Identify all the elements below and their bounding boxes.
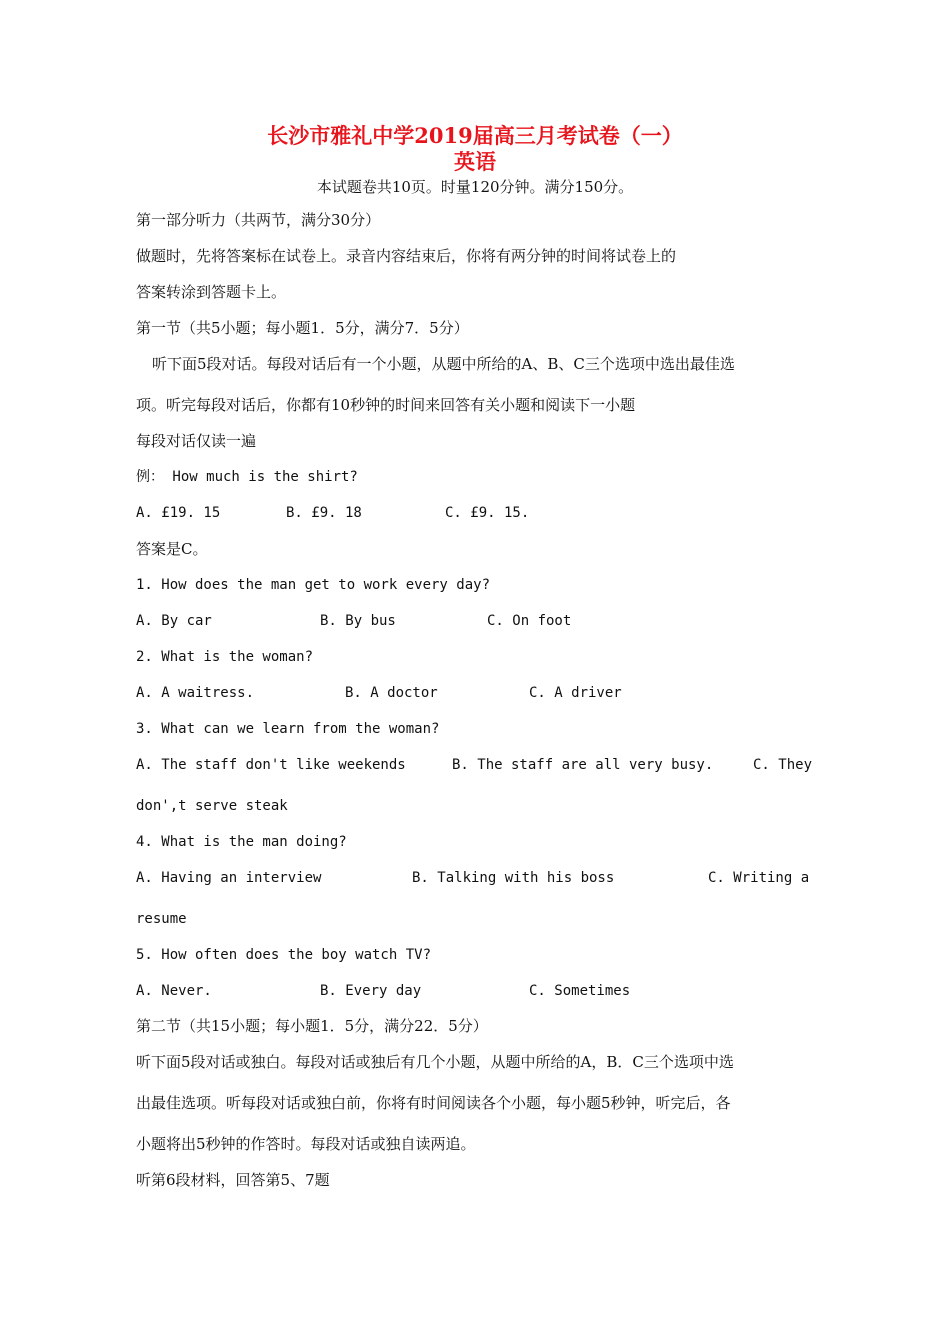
section1-instruction-line-1: 听下面5段对话。每段对话后有一个小题，从题中所给的A、B、C三个选项中选出最佳选 <box>152 355 735 373</box>
q2-option-b: B. A doctor <box>345 685 438 701</box>
exam-title: 长沙市雅礼中学2019届高三月考试卷（一） <box>267 123 683 148</box>
q1-option-b: B. By bus <box>320 613 396 629</box>
part1-instruction-line-2: 答案转涂到答题卡上。 <box>136 283 287 301</box>
part1-heading: 第一部分听力（共两节，满分30分） <box>136 211 381 229</box>
section1-instruction-line-3: 每段对话仅读一遍 <box>136 432 257 450</box>
q3-option-b: B. The staff are all very busy. <box>452 757 714 773</box>
section2-instruction-line-3: 小题将出5秒钟的作答时。每段对话或独自读两追。 <box>136 1135 476 1153</box>
question-1: 1. How does the man get to work every day? <box>136 577 491 593</box>
q4-option-a: A. Having an interview <box>136 870 322 886</box>
section2-instruction-line-1: 听下面5段对话或独白。每段对话或独后有几个小题，从题中所给的A，B．C三个选项中选 <box>136 1053 734 1071</box>
example-question: 例： How much is the shirt? <box>136 469 358 485</box>
question-5: 5. How often does the boy watch TV? <box>136 947 432 963</box>
section1-heading: 第一节（共5小题；每小题1．5分，满分7．5分） <box>136 319 469 337</box>
material-6-instruction: 听第6段材料，回答第5、7题 <box>136 1171 330 1189</box>
example-answer: 答案是C。 <box>136 540 208 558</box>
example-option-a: A. £19. 15 <box>136 505 221 521</box>
q2-option-c: C. A driver <box>529 685 622 701</box>
q1-option-c: C. On foot <box>487 613 572 629</box>
exam-info: 本试题卷共10页。时量120分钟。满分150分。 <box>316 178 634 196</box>
question-3: 3. What can we learn from the woman? <box>136 721 440 737</box>
q4-option-c: C. Writing a <box>708 870 810 886</box>
q5-option-b: B. Every day <box>320 983 422 999</box>
q3-option-a: A. The staff don't like weekends <box>136 757 406 773</box>
q1-option-a: A. By car <box>136 613 212 629</box>
part1-instruction-line-1: 做题时，先将答案标在试卷上。录音内容结束后，你将有两分钟的时间将试卷上的 <box>136 247 677 265</box>
example-option-c: C. £9. 15. <box>445 505 530 521</box>
q5-option-a: A. Never. <box>136 983 212 999</box>
q2-option-a: A. A waitress. <box>136 685 255 701</box>
section2-heading: 第二节（共15小题；每小题1．5分，满分22．5分） <box>136 1017 488 1035</box>
q3-option-c: C. They <box>753 757 813 773</box>
section2-instruction-line-2: 出最佳选项。听每段对话或独白前，你将有时间阅读各个小题，每小题5秒钟，听完后，各 <box>136 1094 731 1112</box>
q4-option-c-continued: resume <box>136 911 187 927</box>
section1-instruction-line-2: 项。听完每段对话后，你都有10秒钟的时间来回答有关小题和阅读下一小题 <box>136 396 636 414</box>
exam-subject: 英语 <box>454 149 496 174</box>
example-option-b: B. £9. 18 <box>286 505 362 521</box>
q4-option-b: B. Talking with his boss <box>412 870 615 886</box>
q5-option-c: C. Sometimes <box>529 983 631 999</box>
question-4: 4. What is the man doing? <box>136 834 347 850</box>
question-2: 2. What is the woman? <box>136 649 314 665</box>
q3-option-c-continued: don',t serve steak <box>136 798 288 814</box>
